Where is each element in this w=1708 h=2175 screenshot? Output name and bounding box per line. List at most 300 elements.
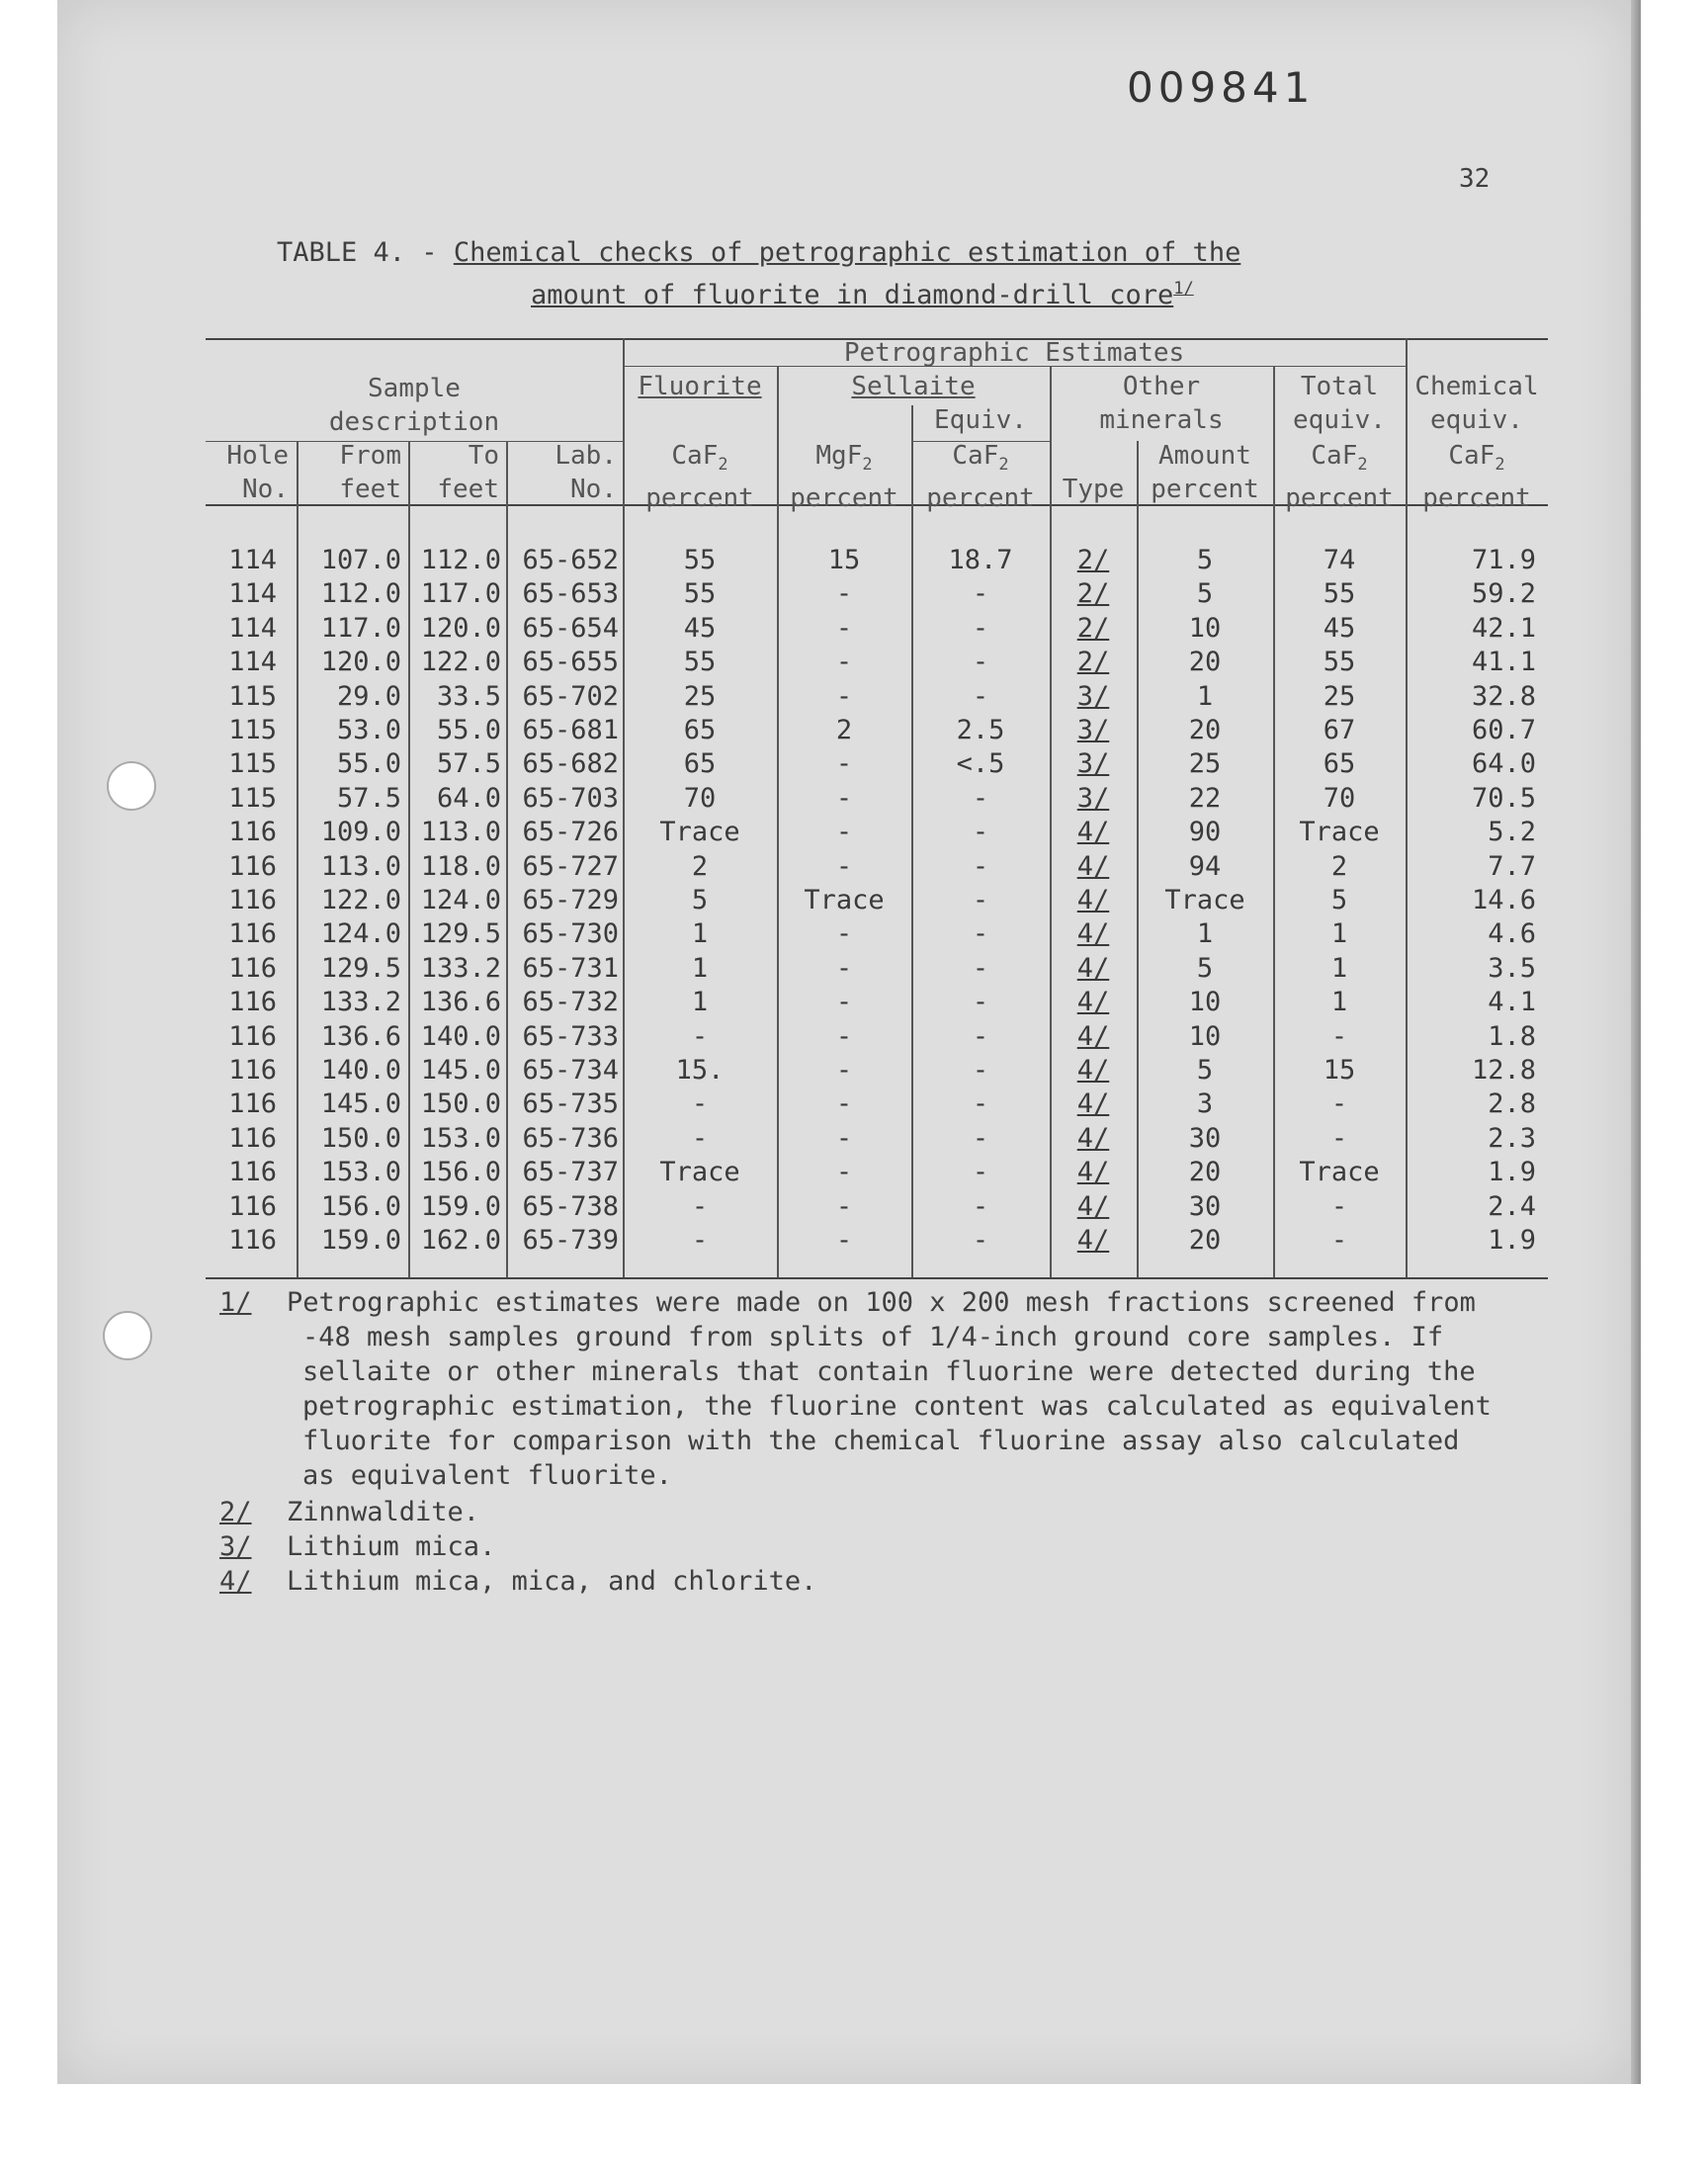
cell-to: 136.6 [420, 987, 501, 1018]
cell-mgf2: - [835, 1122, 853, 1154]
cell-chem: 1.8 [1488, 1020, 1536, 1052]
cell-fluorite: 65 [683, 748, 717, 780]
cell-total: 45 [1323, 612, 1356, 644]
cell-total: 55 [1323, 578, 1356, 610]
cell-lab: 65-681 [522, 715, 619, 745]
footnote-number: 3/ [219, 1531, 252, 1562]
table-row [206, 577, 1548, 611]
table-row [206, 782, 1548, 816]
footnote-line: Petrographic estimates were made on 100 x 200 mesh fractions screened from [287, 1287, 1476, 1318]
cell-hole: 114 [228, 578, 277, 610]
cell-from: 112.0 [320, 578, 401, 610]
cell-total: Trace [1299, 1157, 1380, 1188]
cell-type: 3/ [1076, 748, 1110, 780]
cell-total: - [1330, 1225, 1348, 1256]
cell-equiv: - [972, 1122, 989, 1154]
cell-chem: 2.3 [1488, 1122, 1536, 1154]
cell-to: 57.5 [436, 748, 501, 780]
cell-equiv: - [972, 1055, 989, 1086]
cell-chem: 71.9 [1471, 545, 1536, 575]
header-sellaite: Sellaite [851, 372, 976, 401]
cell-type: 4/ [1076, 1088, 1110, 1120]
cell-from: 107.0 [320, 545, 401, 575]
header-petrographic-estimates: Petrographic Estimates [843, 338, 1185, 368]
header-to-feet: To feet [437, 441, 499, 504]
cell-type: 3/ [1076, 782, 1110, 814]
cell-chem: 2.4 [1488, 1190, 1536, 1222]
header-sellaite-mgf2-percent: MgF$_2$ percent [790, 441, 898, 514]
cell-to: 129.5 [420, 918, 501, 950]
cell-hole: 115 [228, 680, 277, 712]
cell-mgf2: - [835, 612, 853, 644]
cell-from: 156.0 [320, 1190, 401, 1222]
footnote-2 [219, 1495, 1583, 1529]
cell-type: 2/ [1076, 612, 1110, 644]
cell-fluorite: Trace [659, 1157, 740, 1188]
cell-fluorite: 1 [691, 952, 709, 984]
cell-total: 74 [1323, 545, 1356, 575]
cell-equiv: - [972, 1088, 989, 1120]
cell-mgf2: - [835, 748, 853, 780]
table-row [206, 1054, 1548, 1088]
cell-equiv: - [972, 987, 989, 1018]
cell-total: Trace [1299, 817, 1380, 848]
cell-type: 4/ [1076, 1190, 1110, 1222]
cell-total: - [1330, 1190, 1348, 1222]
cell-total: - [1330, 1020, 1348, 1052]
cell-fluorite: 1 [691, 918, 709, 950]
cell-lab: 65-737 [522, 1157, 619, 1188]
cell-mgf2: - [835, 1157, 853, 1188]
cell-mgf2: - [835, 918, 853, 950]
cell-type: 4/ [1076, 850, 1110, 882]
footnote-line: fluorite for comparison with the chemical fluorine assay also calculated [302, 1426, 1460, 1456]
cell-mgf2: - [835, 952, 853, 984]
table-row [206, 747, 1548, 781]
cell-chem: 32.8 [1471, 680, 1536, 712]
footnote-text: Lithium mica. [287, 1531, 496, 1562]
cell-total: - [1330, 1088, 1348, 1120]
caption-title-line2: amount of fluorite in diamond-drill core [531, 280, 1174, 310]
cell-chem: 2.8 [1488, 1088, 1536, 1120]
footnote-number: 4/ [219, 1566, 252, 1597]
footnote-text: Lithium mica, mica, and chlorite. [287, 1566, 817, 1597]
table-caption [277, 235, 1240, 313]
cell-equiv: - [972, 680, 989, 712]
cell-chem: 14.6 [1471, 885, 1536, 915]
cell-fluorite: 55 [683, 578, 717, 610]
cell-hole: 116 [228, 850, 277, 882]
cell-from: 159.0 [320, 1225, 401, 1256]
cell-hole: 116 [228, 1157, 277, 1188]
cell-type: 3/ [1076, 680, 1110, 712]
caption-title-line1: Chemical checks of petrographic estimation of the [453, 237, 1241, 268]
table-row [206, 1190, 1548, 1224]
cell-mgf2: 15 [827, 545, 861, 575]
cell-to: 153.0 [420, 1122, 501, 1154]
cell-mgf2: - [835, 578, 853, 610]
page-edge-shadow [1631, 0, 1641, 2084]
cell-hole: 116 [228, 987, 277, 1018]
cell-mgf2: 2 [835, 715, 853, 745]
cell-lab: 65-739 [522, 1225, 619, 1256]
cell-amount: 10 [1188, 987, 1222, 1018]
cell-hole: 114 [228, 612, 277, 644]
table-bottom-rule [206, 1277, 1548, 1279]
cell-mgf2: - [835, 782, 853, 814]
table-row [206, 1156, 1548, 1189]
cell-lab: 65-726 [522, 817, 619, 848]
cell-type: 2/ [1076, 578, 1110, 610]
cell-from: 29.0 [336, 680, 401, 712]
cell-lab: 65-736 [522, 1122, 619, 1154]
cell-from: 136.6 [320, 1020, 401, 1052]
cell-to: 145.0 [420, 1055, 501, 1086]
cell-to: 162.0 [420, 1225, 501, 1256]
cell-total: 67 [1323, 715, 1356, 745]
cell-to: 120.0 [420, 612, 501, 644]
cell-chem: 60.7 [1471, 715, 1536, 745]
footnotes [219, 1285, 1583, 1599]
cell-total: 55 [1323, 647, 1356, 678]
cell-amount: 5 [1196, 578, 1214, 610]
cell-lab: 65-653 [522, 578, 619, 610]
cell-chem: 64.0 [1471, 748, 1536, 780]
cell-amount: 94 [1188, 850, 1222, 882]
cell-hole: 116 [228, 1020, 277, 1052]
header-hole-no: Hole No. [226, 441, 289, 504]
cell-type: 4/ [1076, 1225, 1110, 1256]
cell-equiv: - [972, 578, 989, 610]
footnote-number: 1/ [219, 1287, 252, 1318]
cell-from: 124.0 [320, 918, 401, 950]
page-number: 32 [1459, 164, 1491, 194]
cell-lab: 65-729 [522, 885, 619, 915]
cell-from: 53.0 [336, 715, 401, 745]
cell-from: 145.0 [320, 1088, 401, 1120]
header-total-caf2-percent: CaF$_2$ percent [1285, 441, 1394, 514]
cell-to: 122.0 [420, 647, 501, 678]
cell-from: 117.0 [320, 612, 401, 644]
header-chem-caf2-percent: CaF$_2$ percent [1422, 441, 1531, 514]
cell-amount: 90 [1188, 817, 1222, 848]
table-row [206, 1088, 1548, 1121]
footnote-number: 2/ [219, 1497, 252, 1527]
cell-type: 4/ [1076, 1122, 1110, 1154]
cell-lab: 65-732 [522, 987, 619, 1018]
cell-from: 57.5 [336, 782, 401, 814]
cell-amount: 10 [1188, 1020, 1222, 1052]
footnote-text: Zinnwaldite. [287, 1497, 480, 1527]
cell-from: 55.0 [336, 748, 401, 780]
cell-total: 5 [1330, 885, 1348, 915]
cell-from: 129.5 [320, 952, 401, 984]
cell-to: 159.0 [420, 1190, 501, 1222]
cell-chem: 1.9 [1488, 1157, 1536, 1188]
header-fluorite-caf2-percent: CaF$_2$ percent [645, 441, 754, 514]
cell-amount: 1 [1196, 680, 1214, 712]
cell-equiv: - [972, 612, 989, 644]
caption-footnote-ref: 1/ [1173, 279, 1194, 299]
cell-total: 1 [1330, 952, 1348, 984]
cell-type: 4/ [1076, 885, 1110, 915]
cell-fluorite: 65 [683, 715, 717, 745]
cell-hole: 116 [228, 1225, 277, 1256]
cell-from: 150.0 [320, 1122, 401, 1154]
table-row [206, 986, 1548, 1019]
cell-type: 4/ [1076, 1157, 1110, 1188]
cell-total: 15 [1323, 1055, 1356, 1086]
cell-type: 4/ [1076, 987, 1110, 1018]
table-row [206, 850, 1548, 884]
cell-from: 133.2 [320, 987, 401, 1018]
cell-amount: 30 [1188, 1190, 1222, 1222]
cell-hole: 116 [228, 952, 277, 984]
cell-fluorite: 1 [691, 987, 709, 1018]
cell-equiv: <.5 [956, 748, 1005, 780]
cell-total: 70 [1323, 782, 1356, 814]
cell-fluorite: 25 [683, 680, 717, 712]
cell-amount: 30 [1188, 1122, 1222, 1154]
header-type: Type [1062, 475, 1125, 504]
document-id: 009841 [1127, 63, 1316, 112]
cell-hole: 115 [228, 748, 277, 780]
cell-lab: 65-733 [522, 1020, 619, 1052]
cell-to: 113.0 [420, 817, 501, 848]
cell-type: 2/ [1076, 647, 1110, 678]
cell-equiv: - [972, 782, 989, 814]
cell-chem: 3.5 [1488, 952, 1536, 984]
cell-amount: 25 [1188, 748, 1222, 780]
cell-equiv: - [972, 817, 989, 848]
cell-mgf2: - [835, 1088, 853, 1120]
cell-to: 118.0 [420, 850, 501, 882]
cell-lab: 65-727 [522, 850, 619, 882]
caption-prefix: TABLE 4. - [277, 237, 454, 268]
cell-from: 109.0 [320, 817, 401, 848]
cell-lab: 65-652 [522, 545, 619, 575]
cell-chem: 70.5 [1471, 782, 1536, 814]
cell-type: 4/ [1076, 1055, 1110, 1086]
table-row [206, 612, 1548, 646]
cell-lab: 65-730 [522, 918, 619, 950]
cell-mgf2: - [835, 1055, 853, 1086]
header-equiv: Equiv. [934, 405, 1027, 435]
table-row [206, 917, 1548, 951]
footnote-line: as equivalent fluorite. [302, 1460, 672, 1491]
cell-type: 4/ [1076, 918, 1110, 950]
cell-mgf2: - [835, 850, 853, 882]
cell-hole: 115 [228, 715, 277, 745]
cell-from: 140.0 [320, 1055, 401, 1086]
cell-total: 25 [1323, 680, 1356, 712]
cell-equiv: 18.7 [948, 545, 1013, 575]
cell-to: 133.2 [420, 952, 501, 984]
table-row [206, 680, 1548, 714]
cell-total: 1 [1330, 918, 1348, 950]
header-sellaite-caf2-percent: CaF$_2$ percent [926, 441, 1035, 514]
cell-mgf2: - [835, 1020, 853, 1052]
cell-fluorite: - [691, 1088, 709, 1120]
cell-chem: 5.2 [1488, 817, 1536, 848]
cell-from: 153.0 [320, 1157, 401, 1188]
table-row [206, 714, 1548, 747]
cell-amount: 10 [1188, 612, 1222, 644]
cell-hole: 116 [228, 1055, 277, 1086]
cell-equiv: - [972, 850, 989, 882]
cell-mgf2: - [835, 1225, 853, 1256]
cell-lab: 65-731 [522, 952, 619, 984]
cell-amount: 5 [1196, 1055, 1214, 1086]
cell-hole: 116 [228, 1122, 277, 1154]
cell-hole: 116 [228, 885, 277, 915]
cell-lab: 65-703 [522, 782, 619, 814]
cell-equiv: - [972, 918, 989, 950]
cell-to: 140.0 [420, 1020, 501, 1052]
cell-chem: 42.1 [1471, 612, 1536, 644]
cell-fluorite: 2 [691, 850, 709, 882]
cell-from: 120.0 [320, 647, 401, 678]
table-row [206, 1020, 1548, 1054]
table-row [206, 816, 1548, 849]
cell-lab: 65-682 [522, 748, 619, 780]
table-row [206, 884, 1548, 917]
cell-fluorite: - [691, 1020, 709, 1052]
table-row [206, 1122, 1548, 1156]
cell-fluorite: - [691, 1122, 709, 1154]
cell-lab: 65-702 [522, 680, 619, 712]
header-sample-description: Sample description [328, 374, 500, 437]
cell-hole: 116 [228, 1190, 277, 1222]
cell-amount: 22 [1188, 782, 1222, 814]
cell-amount: 5 [1196, 545, 1214, 575]
fluorite-table [206, 326, 1548, 1289]
cell-type: 4/ [1076, 952, 1110, 984]
cell-amount: 20 [1188, 1157, 1222, 1188]
cell-to: 64.0 [436, 782, 501, 814]
header-amount-percent: Amount percent [1151, 441, 1259, 504]
table-row [206, 1224, 1548, 1258]
cell-chem: 1.9 [1488, 1225, 1536, 1256]
cell-equiv: - [972, 885, 989, 915]
cell-equiv: 2.5 [956, 715, 1005, 745]
cell-hole: 116 [228, 918, 277, 950]
punch-hole [107, 761, 156, 811]
cell-type: 4/ [1076, 817, 1110, 848]
cell-equiv: - [972, 952, 989, 984]
cell-fluorite: Trace [659, 817, 740, 848]
footnote-4 [219, 1564, 1583, 1599]
cell-fluorite: 55 [683, 647, 717, 678]
footnote-line: sellaite or other minerals that contain fluorine were detected during the [302, 1356, 1476, 1387]
cell-hole: 114 [228, 647, 277, 678]
cell-mgf2: Trace [804, 885, 885, 915]
cell-type: 4/ [1076, 1020, 1110, 1052]
cell-lab: 65-735 [522, 1088, 619, 1120]
cell-chem: 41.1 [1471, 647, 1536, 678]
cell-amount: 20 [1188, 715, 1222, 745]
cell-equiv: - [972, 1225, 989, 1256]
cell-fluorite: 5 [691, 885, 709, 915]
cell-from: 113.0 [320, 850, 401, 882]
cell-total: 65 [1323, 748, 1356, 780]
footnote-line: -48 mesh samples ground from splits of 1/4-inch ground core samples. If [302, 1322, 1444, 1352]
cell-amount: Trace [1164, 885, 1245, 915]
cell-hole: 115 [228, 782, 277, 814]
cell-mgf2: - [835, 680, 853, 712]
table-row [206, 544, 1548, 577]
footnote-1 [219, 1285, 1583, 1493]
cell-equiv: - [972, 1190, 989, 1222]
cell-equiv: - [972, 1020, 989, 1052]
cell-from: 122.0 [320, 885, 401, 915]
cell-hole: 116 [228, 817, 277, 848]
cell-lab: 65-654 [522, 612, 619, 644]
cell-amount: 1 [1196, 918, 1214, 950]
cell-total: - [1330, 1122, 1348, 1154]
cell-hole: 114 [228, 545, 277, 575]
cell-chem: 4.1 [1488, 987, 1536, 1018]
cell-equiv: - [972, 1157, 989, 1188]
footnote-3 [219, 1529, 1583, 1564]
header-total-equiv: Total equiv. [1293, 372, 1386, 435]
cell-fluorite: - [691, 1225, 709, 1256]
cell-fluorite: - [691, 1190, 709, 1222]
cell-amount: 20 [1188, 647, 1222, 678]
cell-fluorite: 15. [675, 1055, 725, 1086]
cell-lab: 65-738 [522, 1190, 619, 1222]
cell-lab: 65-734 [522, 1055, 619, 1086]
cell-total: 2 [1330, 850, 1348, 882]
cell-lab: 65-655 [522, 647, 619, 678]
punch-hole [103, 1311, 152, 1360]
cell-to: 117.0 [420, 578, 501, 610]
cell-type: 2/ [1076, 545, 1110, 575]
cell-hole: 116 [228, 1088, 277, 1120]
cell-chem: 7.7 [1488, 850, 1536, 882]
cell-to: 55.0 [436, 715, 501, 745]
cell-type: 3/ [1076, 715, 1110, 745]
cell-amount: 5 [1196, 952, 1214, 984]
footnote-line: petrographic estimation, the fluorine content was calculated as equivalent [302, 1391, 1492, 1422]
cell-mgf2: - [835, 987, 853, 1018]
header-fluorite: Fluorite [638, 372, 762, 401]
cell-mgf2: - [835, 1190, 853, 1222]
cell-chem: 12.8 [1471, 1055, 1536, 1086]
cell-to: 33.5 [436, 680, 501, 712]
cell-chem: 59.2 [1471, 578, 1536, 610]
cell-mgf2: - [835, 817, 853, 848]
cell-to: 124.0 [420, 885, 501, 915]
cell-equiv: - [972, 647, 989, 678]
cell-total: 1 [1330, 987, 1348, 1018]
cell-amount: 3 [1196, 1088, 1214, 1120]
cell-to: 156.0 [420, 1157, 501, 1188]
header-chemical-equiv: Chemical equiv. [1414, 372, 1539, 435]
cell-fluorite: 70 [683, 782, 717, 814]
cell-fluorite: 45 [683, 612, 717, 644]
cell-chem: 4.6 [1488, 918, 1536, 950]
header-from-feet: From feet [339, 441, 401, 504]
cell-to: 112.0 [420, 545, 501, 575]
cell-to: 150.0 [420, 1088, 501, 1120]
table-row [206, 952, 1548, 986]
header-other-minerals: Other minerals [1099, 372, 1224, 435]
cell-fluorite: 55 [683, 545, 717, 575]
table-row [206, 646, 1548, 679]
cell-amount: 20 [1188, 1225, 1222, 1256]
header-lab-no: Lab. No. [555, 441, 617, 504]
